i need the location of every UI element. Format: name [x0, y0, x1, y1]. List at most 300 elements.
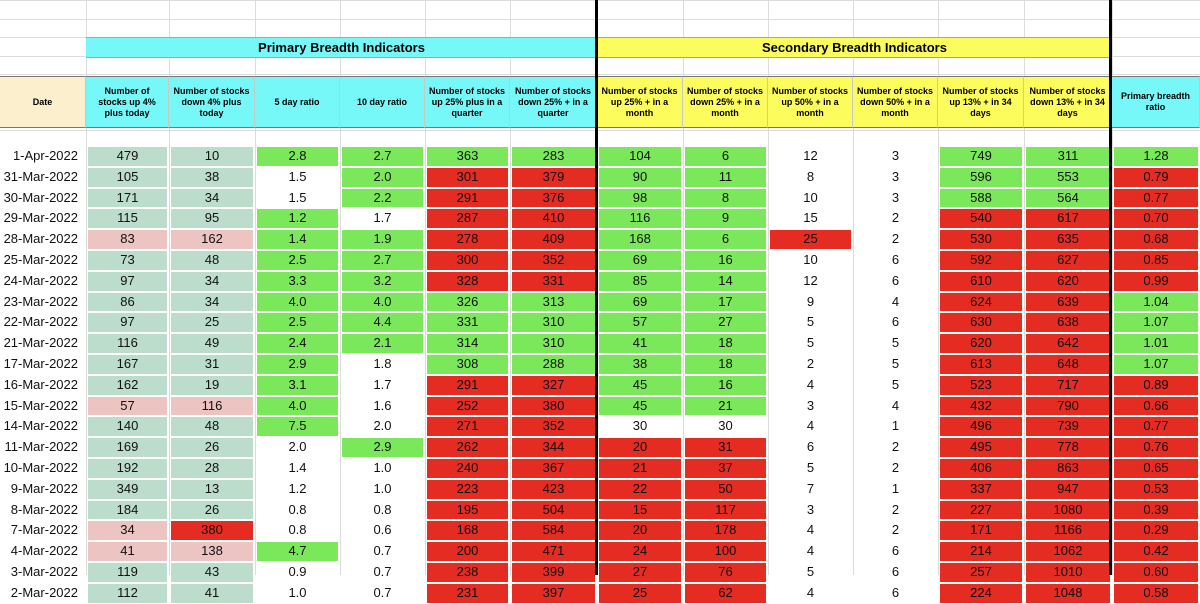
value-cell[interactable]: 18	[718, 335, 733, 351]
value-cell[interactable]: 3	[891, 189, 900, 205]
value-cell[interactable]: 1062	[1053, 543, 1083, 559]
value-cell[interactable]: 73	[120, 252, 135, 267]
value-cell[interactable]: 119	[117, 564, 138, 579]
value-cell[interactable]: 337	[970, 480, 992, 496]
value-cell[interactable]: 1.0	[288, 584, 307, 600]
value-cell[interactable]: 18	[718, 356, 733, 371]
value-cell[interactable]: 76	[718, 564, 733, 579]
value-cell[interactable]: 627	[1057, 252, 1079, 267]
value-cell[interactable]: 25	[632, 584, 648, 600]
value-cell[interactable]: 27	[718, 314, 733, 330]
date-cell[interactable]: 23-Mar-2022	[3, 293, 78, 309]
value-cell[interactable]: 112	[117, 584, 138, 600]
value-cell[interactable]: 410	[542, 210, 565, 226]
column-header-9[interactable]: Number of stocks up 50% + in a month	[768, 76, 853, 128]
value-cell[interactable]: 138	[201, 543, 223, 559]
value-cell[interactable]: 4	[806, 522, 815, 538]
value-cell[interactable]: 25	[204, 314, 220, 330]
column-header-10[interactable]: Number of stocks down 50% + in a month	[853, 76, 938, 128]
value-cell[interactable]: 20	[632, 522, 648, 538]
value-cell[interactable]: 171	[116, 189, 139, 205]
value-cell[interactable]: 0.99	[1143, 272, 1169, 288]
value-cell[interactable]: 41	[204, 584, 220, 600]
value-cell[interactable]: 105	[116, 168, 139, 184]
value-cell[interactable]: 0.39	[1143, 501, 1169, 517]
value-cell[interactable]: 2	[891, 522, 900, 538]
value-cell[interactable]: 4	[891, 293, 900, 309]
value-cell[interactable]: 1.07	[1143, 314, 1169, 330]
value-cell[interactable]: 6	[891, 272, 900, 288]
value-cell[interactable]: 584	[542, 522, 565, 538]
value-cell[interactable]: 26	[204, 439, 220, 455]
value-cell[interactable]: 9	[721, 210, 730, 226]
value-cell[interactable]: 162	[116, 376, 139, 392]
value-cell[interactable]: 3	[806, 501, 815, 517]
value-cell[interactable]: 638	[1057, 314, 1079, 330]
value-cell[interactable]: 613	[970, 356, 992, 371]
value-cell[interactable]: 5	[891, 356, 900, 371]
value-cell[interactable]: 0.79	[1143, 168, 1169, 184]
value-cell[interactable]: 0.7	[373, 543, 392, 559]
value-cell[interactable]: 271	[456, 418, 479, 434]
value-cell[interactable]: 311	[1057, 148, 1079, 163]
value-cell[interactable]: 1.7	[373, 376, 392, 392]
value-cell[interactable]: 540	[970, 210, 992, 226]
value-cell[interactable]: 11	[718, 168, 733, 184]
date-cell[interactable]: 16-Mar-2022	[3, 376, 78, 392]
value-cell[interactable]: 409	[542, 231, 565, 247]
value-cell[interactable]: 2.0	[373, 418, 392, 434]
value-cell[interactable]: 588	[970, 189, 992, 205]
column-header-11[interactable]: Number of stocks up 13% + in 34 days	[938, 76, 1024, 128]
value-cell[interactable]: 6	[721, 148, 730, 163]
value-cell[interactable]: 169	[116, 439, 139, 455]
value-cell[interactable]: 300	[456, 252, 479, 267]
column-header-2[interactable]: Number of stocks down 4% plus today	[169, 76, 255, 128]
value-cell[interactable]: 240	[456, 460, 479, 475]
value-cell[interactable]: 10	[204, 148, 220, 163]
value-cell[interactable]: 57	[120, 397, 135, 413]
value-cell[interactable]: 2	[891, 210, 900, 226]
value-cell[interactable]: 1.7	[373, 210, 392, 226]
value-cell[interactable]: 291	[456, 376, 479, 392]
value-cell[interactable]: 2.0	[288, 439, 307, 455]
value-cell[interactable]: 0.70	[1143, 210, 1169, 226]
value-cell[interactable]: 30	[718, 418, 733, 434]
value-cell[interactable]: 0.65	[1143, 460, 1169, 475]
value-cell[interactable]: 116	[117, 335, 138, 351]
value-cell[interactable]: 12	[803, 272, 818, 288]
value-cell[interactable]: 90	[632, 168, 648, 184]
value-cell[interactable]: 642	[1057, 335, 1079, 351]
value-cell[interactable]: 214	[970, 543, 992, 559]
value-cell[interactable]: 1.5	[288, 189, 307, 205]
value-cell[interactable]: 4	[891, 397, 900, 413]
value-cell[interactable]: 630	[970, 314, 992, 330]
value-cell[interactable]: 344	[542, 439, 565, 455]
value-cell[interactable]: 48	[204, 418, 220, 434]
value-cell[interactable]: 6	[891, 314, 900, 330]
value-cell[interactable]: 301	[456, 168, 479, 184]
value-cell[interactable]: 1.07	[1143, 356, 1169, 371]
value-cell[interactable]: 2.7	[373, 252, 392, 267]
value-cell[interactable]: 83	[120, 231, 135, 247]
value-cell[interactable]: 291	[456, 189, 479, 205]
value-cell[interactable]: 6	[891, 543, 900, 559]
value-cell[interactable]: 326	[456, 293, 479, 309]
value-cell[interactable]: 1.28	[1143, 148, 1169, 163]
value-cell[interactable]: 34	[204, 189, 220, 205]
value-cell[interactable]: 257	[970, 564, 992, 579]
value-cell[interactable]: 2	[891, 231, 900, 247]
date-cell[interactable]: 3-Mar-2022	[10, 564, 78, 579]
value-cell[interactable]: 406	[970, 460, 992, 475]
value-cell[interactable]: 57	[632, 314, 648, 330]
value-cell[interactable]: 224	[970, 584, 992, 600]
value-cell[interactable]: 97	[120, 314, 135, 330]
value-cell[interactable]: 98	[632, 189, 648, 205]
value-cell[interactable]: 3.1	[288, 376, 307, 392]
value-cell[interactable]: 48	[204, 252, 220, 267]
value-cell[interactable]: 10	[803, 252, 818, 267]
value-cell[interactable]: 0.7	[373, 564, 392, 579]
value-cell[interactable]: 104	[629, 148, 651, 163]
value-cell[interactable]: 310	[542, 314, 565, 330]
value-cell[interactable]: 0.77	[1143, 418, 1169, 434]
value-cell[interactable]: 25	[803, 231, 818, 247]
value-cell[interactable]: 4.0	[288, 397, 307, 413]
value-cell[interactable]: 4.0	[288, 293, 307, 309]
value-cell[interactable]: 635	[1057, 231, 1079, 247]
value-cell[interactable]: 3.2	[373, 272, 392, 288]
value-cell[interactable]: 227	[970, 501, 992, 517]
value-cell[interactable]: 1080	[1053, 501, 1083, 517]
value-cell[interactable]: 596	[970, 168, 992, 184]
value-cell[interactable]: 262	[456, 439, 479, 455]
value-cell[interactable]: 184	[116, 501, 139, 517]
value-cell[interactable]: 167	[116, 356, 139, 371]
value-cell[interactable]: 100	[714, 543, 737, 559]
value-cell[interactable]: 6	[891, 252, 900, 267]
date-cell[interactable]: 29-Mar-2022	[3, 210, 78, 226]
value-cell[interactable]: 380	[542, 397, 565, 413]
column-header-7[interactable]: Number of stocks up 25% + in a month	[597, 76, 683, 128]
value-cell[interactable]: 0.77	[1143, 189, 1169, 205]
date-cell[interactable]: 28-Mar-2022	[3, 231, 78, 247]
value-cell[interactable]: 6	[721, 231, 730, 247]
column-header-0[interactable]: Date	[0, 76, 86, 128]
value-cell[interactable]: 30	[632, 418, 648, 434]
value-cell[interactable]: 192	[116, 460, 139, 475]
value-cell[interactable]: 639	[1057, 293, 1079, 309]
value-cell[interactable]: 162	[201, 231, 223, 247]
value-cell[interactable]: 1.9	[373, 231, 392, 247]
value-cell[interactable]: 4	[806, 543, 815, 559]
column-header-8[interactable]: Number of stocks down 25% + in a month	[683, 76, 768, 128]
value-cell[interactable]: 308	[456, 356, 479, 371]
value-cell[interactable]: 0.58	[1143, 584, 1169, 600]
value-cell[interactable]: 3	[891, 168, 900, 184]
value-cell[interactable]: 6	[891, 584, 900, 600]
value-cell[interactable]: 717	[1057, 376, 1079, 392]
value-cell[interactable]: 3	[891, 148, 900, 163]
value-cell[interactable]: 8	[721, 189, 730, 205]
value-cell[interactable]: 231	[456, 584, 479, 600]
value-cell[interactable]: 85	[632, 272, 648, 288]
value-cell[interactable]: 50	[718, 480, 733, 496]
value-cell[interactable]: 5	[806, 460, 815, 475]
value-cell[interactable]: 553	[1057, 168, 1079, 184]
value-cell[interactable]: 327	[542, 376, 565, 392]
value-cell[interactable]: 37	[718, 460, 733, 475]
value-cell[interactable]: 27	[632, 564, 648, 579]
value-cell[interactable]: 34	[204, 272, 220, 288]
value-cell[interactable]: 2	[806, 356, 815, 371]
value-cell[interactable]: 778	[1057, 439, 1079, 455]
value-cell[interactable]: 328	[456, 272, 479, 288]
value-cell[interactable]: 62	[718, 584, 733, 600]
column-header-3[interactable]: 5 day ratio	[255, 76, 340, 128]
value-cell[interactable]: 14	[718, 272, 733, 288]
value-cell[interactable]: 97	[120, 272, 135, 288]
value-cell[interactable]: 16	[718, 252, 733, 267]
date-cell[interactable]: 9-Mar-2022	[10, 480, 78, 496]
value-cell[interactable]: 2	[891, 439, 900, 455]
value-cell[interactable]: 380	[201, 522, 223, 538]
value-cell[interactable]: 2.0	[373, 168, 392, 184]
value-cell[interactable]: 399	[542, 564, 565, 579]
value-cell[interactable]: 116	[201, 397, 223, 413]
value-cell[interactable]: 530	[970, 231, 992, 247]
value-cell[interactable]: 863	[1057, 460, 1079, 475]
value-cell[interactable]: 471	[542, 543, 565, 559]
value-cell[interactable]: 168	[456, 522, 479, 538]
value-cell[interactable]: 17	[718, 293, 733, 309]
value-cell[interactable]: 28	[204, 460, 220, 475]
value-cell[interactable]: 7	[806, 480, 815, 496]
date-cell[interactable]: 24-Mar-2022	[3, 272, 78, 288]
value-cell[interactable]: 0.76	[1143, 439, 1169, 455]
column-header-6[interactable]: Number of stocks down 25% + in a quarter	[510, 76, 597, 128]
value-cell[interactable]: 1.04	[1143, 293, 1169, 309]
value-cell[interactable]: 5	[806, 335, 815, 351]
value-cell[interactable]: 283	[542, 148, 565, 163]
value-cell[interactable]: 610	[970, 272, 992, 288]
value-cell[interactable]: 790	[1057, 397, 1079, 413]
column-header-1[interactable]: Number of stocks up 4% plus today	[86, 76, 169, 128]
value-cell[interactable]: 19	[204, 376, 220, 392]
date-cell[interactable]: 22-Mar-2022	[3, 314, 78, 330]
value-cell[interactable]: 352	[542, 252, 565, 267]
value-cell[interactable]: 22	[632, 480, 648, 496]
value-cell[interactable]: 86	[120, 293, 135, 309]
value-cell[interactable]: 739	[1057, 418, 1079, 434]
value-cell[interactable]: 2	[891, 501, 900, 517]
value-cell[interactable]: 21	[632, 460, 648, 475]
column-header-5[interactable]: Number of stocks up 25% plus in a quarter	[425, 76, 510, 128]
value-cell[interactable]: 38	[632, 356, 648, 371]
value-cell[interactable]: 0.89	[1143, 376, 1169, 392]
value-cell[interactable]: 749	[970, 148, 992, 163]
value-cell[interactable]: 620	[970, 335, 992, 351]
value-cell[interactable]: 117	[715, 501, 736, 517]
value-cell[interactable]: 2.7	[373, 148, 392, 163]
column-header-4[interactable]: 10 day ratio	[340, 76, 425, 128]
value-cell[interactable]: 69	[632, 252, 648, 267]
value-cell[interactable]: 15	[632, 501, 648, 517]
value-cell[interactable]: 4.7	[288, 543, 307, 559]
value-cell[interactable]: 34	[204, 293, 220, 309]
value-cell[interactable]: 0.42	[1143, 543, 1169, 559]
date-cell[interactable]: 25-Mar-2022	[3, 252, 78, 267]
value-cell[interactable]: 4.0	[373, 293, 392, 309]
date-cell[interactable]: 15-Mar-2022	[3, 397, 78, 413]
date-cell[interactable]: 31-Mar-2022	[3, 168, 78, 184]
value-cell[interactable]: 1.4	[288, 231, 307, 247]
value-cell[interactable]: 1	[891, 480, 900, 496]
value-cell[interactable]: 1.6	[373, 397, 392, 413]
value-cell[interactable]: 238	[456, 564, 479, 579]
value-cell[interactable]: 0.68	[1143, 231, 1169, 247]
value-cell[interactable]: 624	[970, 293, 992, 309]
value-cell[interactable]: 1.4	[288, 460, 307, 475]
date-cell[interactable]: 4-Mar-2022	[10, 543, 78, 559]
value-cell[interactable]: 41	[120, 543, 135, 559]
value-cell[interactable]: 116	[629, 210, 651, 226]
value-cell[interactable]: 1.2	[288, 480, 307, 496]
value-cell[interactable]: 5	[806, 564, 815, 579]
value-cell[interactable]: 4	[806, 418, 815, 434]
value-cell[interactable]: 352	[542, 418, 565, 434]
value-cell[interactable]: 10	[803, 189, 818, 205]
value-cell[interactable]: 178	[714, 522, 737, 538]
value-cell[interactable]: 0.9	[288, 564, 307, 579]
value-cell[interactable]: 1.0	[373, 460, 392, 475]
value-cell[interactable]: 1.8	[373, 356, 392, 371]
value-cell[interactable]: 278	[456, 231, 479, 247]
value-cell[interactable]: 13	[204, 480, 220, 496]
value-cell[interactable]: 3.3	[288, 272, 307, 288]
value-cell[interactable]: 363	[456, 148, 479, 163]
value-cell[interactable]: 479	[116, 148, 139, 163]
value-cell[interactable]: 7.5	[288, 418, 307, 434]
value-cell[interactable]: 313	[542, 293, 565, 309]
value-cell[interactable]: 26	[204, 501, 220, 517]
value-cell[interactable]: 423	[542, 480, 565, 496]
date-cell[interactable]: 21-Mar-2022	[3, 335, 78, 351]
date-cell[interactable]: 30-Mar-2022	[3, 189, 78, 205]
value-cell[interactable]: 1.2	[288, 210, 307, 226]
date-cell[interactable]: 8-Mar-2022	[10, 501, 78, 517]
value-cell[interactable]: 0.8	[288, 522, 307, 538]
date-cell[interactable]: 7-Mar-2022	[10, 522, 78, 538]
value-cell[interactable]: 349	[116, 480, 139, 496]
value-cell[interactable]: 1166	[1054, 522, 1082, 538]
value-cell[interactable]: 564	[1057, 189, 1079, 205]
value-cell[interactable]: 310	[542, 335, 565, 351]
value-cell[interactable]: 3	[806, 397, 815, 413]
value-cell[interactable]: 168	[629, 231, 651, 247]
value-cell[interactable]: 367	[542, 460, 565, 475]
value-cell[interactable]: 31	[718, 439, 733, 455]
value-cell[interactable]: 140	[116, 418, 139, 434]
value-cell[interactable]: 20	[632, 439, 648, 455]
value-cell[interactable]: 24	[632, 543, 648, 559]
value-cell[interactable]: 45	[632, 397, 648, 413]
value-cell[interactable]: 495	[970, 439, 992, 455]
value-cell[interactable]: 21	[718, 397, 733, 413]
value-cell[interactable]: 2.1	[373, 335, 392, 351]
value-cell[interactable]: 8	[806, 168, 815, 184]
value-cell[interactable]: 115	[117, 210, 138, 226]
date-cell[interactable]: 10-Mar-2022	[3, 460, 78, 475]
value-cell[interactable]: 252	[456, 397, 479, 413]
value-cell[interactable]: 171	[970, 522, 992, 538]
value-cell[interactable]: 6	[891, 564, 900, 579]
value-cell[interactable]: 2.9	[288, 356, 307, 371]
value-cell[interactable]: 0.60	[1143, 564, 1169, 579]
value-cell[interactable]: 2.2	[373, 189, 392, 205]
date-cell[interactable]: 14-Mar-2022	[3, 418, 78, 434]
value-cell[interactable]: 4	[806, 584, 815, 600]
value-cell[interactable]: 2.4	[288, 335, 307, 351]
value-cell[interactable]: 5	[891, 376, 900, 392]
column-header-13[interactable]: Primary breadth ratio	[1112, 76, 1200, 128]
value-cell[interactable]: 0.66	[1143, 397, 1169, 413]
value-cell[interactable]: 2.5	[288, 314, 307, 330]
value-cell[interactable]: 2.9	[373, 439, 392, 455]
value-cell[interactable]: 69	[632, 293, 648, 309]
value-cell[interactable]: 379	[542, 168, 565, 184]
value-cell[interactable]: 592	[970, 252, 992, 267]
value-cell[interactable]: 432	[970, 397, 992, 413]
date-cell[interactable]: 11-Mar-2022	[4, 439, 78, 455]
value-cell[interactable]: 223	[456, 480, 479, 496]
value-cell[interactable]: 0.53	[1143, 480, 1169, 496]
value-cell[interactable]: 16	[718, 376, 733, 392]
value-cell[interactable]: 43	[204, 564, 220, 579]
value-cell[interactable]: 331	[456, 314, 479, 330]
value-cell[interactable]: 0.85	[1143, 252, 1169, 267]
value-cell[interactable]: 2.5	[288, 252, 307, 267]
value-cell[interactable]: 12	[803, 148, 818, 163]
value-cell[interactable]: 288	[542, 356, 565, 371]
value-cell[interactable]: 620	[1057, 272, 1079, 288]
value-cell[interactable]: 617	[1057, 210, 1079, 226]
value-cell[interactable]: 1.5	[288, 168, 307, 184]
date-cell[interactable]: 1-Apr-2022	[12, 148, 78, 163]
value-cell[interactable]: 1.01	[1143, 335, 1169, 351]
value-cell[interactable]: 4.4	[373, 314, 392, 330]
value-cell[interactable]: 5	[891, 335, 900, 351]
value-cell[interactable]: 95	[204, 210, 220, 226]
value-cell[interactable]: 4	[806, 376, 815, 392]
value-cell[interactable]: 287	[456, 210, 479, 226]
value-cell[interactable]: 314	[456, 335, 479, 351]
value-cell[interactable]: 648	[1057, 356, 1079, 371]
value-cell[interactable]: 45	[632, 376, 648, 392]
value-cell[interactable]: 1048	[1053, 584, 1083, 600]
value-cell[interactable]: 1	[891, 418, 900, 434]
value-cell[interactable]: 9	[806, 293, 815, 309]
value-cell[interactable]: 0.8	[288, 501, 307, 517]
date-cell[interactable]: 17-Mar-2022	[3, 356, 78, 371]
value-cell[interactable]: 0.29	[1143, 522, 1169, 538]
value-cell[interactable]: 200	[456, 543, 479, 559]
value-cell[interactable]: 31	[204, 356, 220, 371]
value-cell[interactable]: 1.0	[373, 480, 392, 496]
value-cell[interactable]: 331	[542, 272, 565, 288]
